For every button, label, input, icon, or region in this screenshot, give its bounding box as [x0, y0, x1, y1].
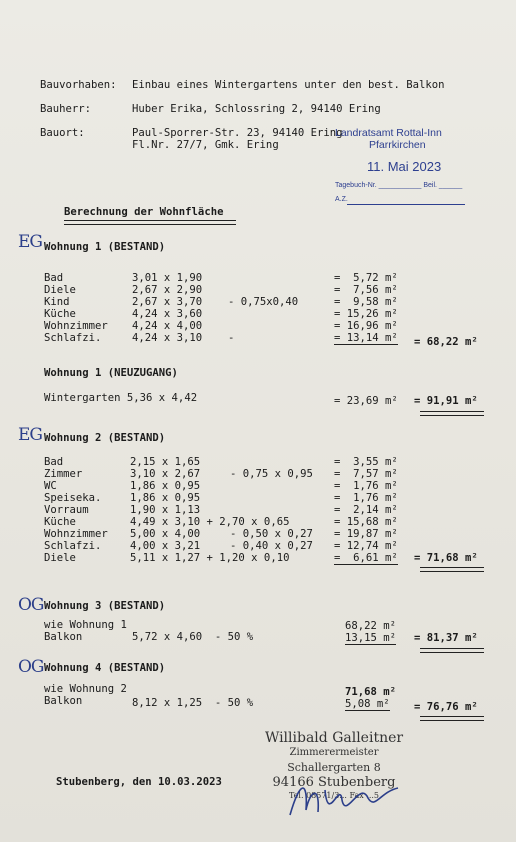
row-result: = 16,96 m² — [334, 320, 398, 332]
signature — [280, 770, 410, 830]
table-row: Bad — [44, 272, 64, 284]
row-room: Schlafzi. — [44, 332, 102, 344]
place-date: Stubenberg, den 10.03.2023 — [56, 776, 222, 788]
row-result: = 6,61 m² — [334, 552, 398, 564]
row-dims: 5,00 x 4,00 — [130, 528, 201, 540]
stamp-authority: Landratsamt Rottal-Inn — [335, 127, 442, 139]
w2-total-underline — [420, 567, 484, 572]
row-result: = 1,76 m² — [334, 480, 398, 492]
w4-line1: wie Wohnung 2 — [44, 683, 127, 695]
floor-mark-w2: EG — [18, 425, 42, 445]
row-room: Küche — [44, 516, 76, 528]
w3-total: = 81,37 m² — [414, 632, 478, 644]
firm-title: Zimmerermeister — [289, 747, 379, 758]
row-result: = 15,68 m² — [334, 516, 398, 528]
row-room: Zimmer — [44, 468, 83, 480]
stamp-city: Pfarrkirchen — [369, 139, 426, 151]
row-room: WC — [44, 480, 57, 492]
row-result: = 3,55 m² — [334, 456, 398, 468]
w1-grand-total: = 91,91 m² — [414, 395, 478, 407]
w3-balkon-dims: 5,72 x 4,60 - 50 % — [132, 631, 254, 643]
w3-line1-result: 68,22 m² — [345, 620, 397, 632]
row-room: Vorraum — [44, 504, 89, 516]
firm-phone: Tel. 08571/3... Fax ...5 — [288, 791, 380, 800]
row-dims: 2,67 x 2,90 — [132, 284, 203, 296]
row-room: Speiseka. — [44, 492, 102, 504]
row-deduction: - 0,40 x 0,27 — [230, 540, 313, 552]
firm-street: Schallergarten 8 — [287, 761, 381, 774]
row-result: = 13,14 m² — [334, 332, 398, 344]
stamp-az-line — [347, 204, 465, 205]
vorhaben-value: Einbau eines Wintergartens unter den best. Balkon — [132, 79, 445, 91]
row-dims: 3,10 x 2,67 — [130, 468, 201, 480]
row-deduction: - 0,75x0,40 — [228, 296, 299, 308]
row-dims: 4,49 x 3,10 + 2,70 x 0,65 — [130, 516, 290, 528]
w4-total: = 76,76 m² — [414, 701, 478, 713]
wintergarten-result: = 23,69 m² — [334, 395, 398, 407]
row-result: = 9,58 m² — [334, 296, 398, 308]
row-result: = 7,56 m² — [334, 284, 398, 296]
row-room: Küche — [44, 308, 76, 320]
w4-balkon-dims: 8,12 x 1,25 - 50 % — [132, 697, 254, 709]
row-result: = 19,87 m² — [334, 528, 398, 540]
row-result: = 5,72 m² — [334, 272, 398, 284]
row-dims: 4,00 x 3,21 — [130, 540, 201, 552]
row-result: = 1,76 m² — [334, 492, 398, 504]
w3-balkon-result: 13,15 m² — [345, 632, 397, 644]
row-dims: 4,24 x 3,60 — [132, 308, 203, 320]
stamp-date: 11. Mai 2023 — [367, 159, 442, 174]
row-dims: 3,01 x 1,90 — [132, 272, 203, 284]
row-room: Wohnzimmer — [44, 528, 108, 540]
row-deduction: - 0,75 x 0,95 — [230, 468, 313, 480]
row-dims: 2,67 x 3,70 — [132, 296, 203, 308]
row-room: Schlafzi. — [44, 540, 102, 552]
page-title: Berechnung der Wohnfläche — [64, 206, 224, 218]
vorhaben-label: Bauvorhaben: — [40, 79, 117, 91]
w2-total: = 71,68 m² — [414, 552, 478, 564]
w3-total-underline — [420, 648, 484, 653]
section-heading-w4: Wohnung 4 (BESTAND) — [44, 662, 166, 674]
row-result: = 12,74 m² — [334, 540, 398, 552]
authority-stamp — [333, 124, 467, 208]
section-heading-w1: Wohnung 1 (BESTAND) — [44, 241, 166, 253]
wintergarten-row: Wintergarten 5,36 x 4,42 — [44, 392, 198, 404]
bauort-line1: Paul-Sporrer-Str. 23, 94140 Ering — [132, 127, 343, 139]
section-heading-w1-neu: Wohnung 1 (NEUZUGANG) — [44, 367, 178, 379]
w4-balkon-result: 5,08 m² — [345, 698, 390, 710]
row-dims: 4,24 x 4,00 — [132, 320, 203, 332]
row-result: = 7,57 m² — [334, 468, 398, 480]
firm-city: 94166 Stubenberg — [272, 775, 396, 790]
w1-total: = 68,22 m² — [414, 336, 478, 348]
floor-mark-w4: OG — [18, 657, 44, 677]
bauherr-label: Bauherr: — [40, 103, 92, 115]
bauherr-value: Huber Erika, Schlossring 2, 94140 Ering — [132, 103, 381, 115]
row-room: Wohnzimmer — [44, 320, 108, 332]
stamp-az: A.Z. — [335, 196, 348, 203]
row-result: = 15,26 m² — [334, 308, 398, 320]
row-dims: 4,24 x 3,10 — [132, 332, 203, 344]
w3-line1: wie Wohnung 1 — [44, 619, 127, 631]
row-result: = 2,14 m² — [334, 504, 398, 516]
w4-balkon-label: Balkon — [44, 695, 83, 707]
row-deduction: - — [228, 332, 235, 344]
w4-line1-result: 71,68 m² — [345, 686, 397, 698]
w3-balkon-label: Balkon — [44, 631, 83, 643]
row-room: Diele — [44, 284, 76, 296]
bauort-label: Bauort: — [40, 127, 85, 139]
row-room: Bad — [44, 456, 64, 468]
section-heading-w3: Wohnung 3 (BESTAND) — [44, 600, 166, 612]
section-heading-w2: Wohnung 2 (BESTAND) — [44, 432, 166, 444]
firm-name: Willibald Galleitner — [264, 730, 404, 746]
row-room: Diele — [44, 552, 76, 564]
stamp-tagebuch: Tagebuch-Nr. ___________ Beil. ______ — [335, 182, 463, 189]
w4-total-underline — [420, 716, 484, 721]
bauort-line2: Fl.Nr. 27/7, Gmk. Ering — [132, 139, 279, 151]
row-dims: 2,15 x 1,65 — [130, 456, 201, 468]
title-underline — [64, 220, 236, 225]
floor-mark-w1: EG — [18, 232, 42, 252]
row-dims: 1,86 x 0,95 — [130, 480, 201, 492]
w1-total-underline — [420, 411, 484, 416]
row-room: Kind — [44, 296, 70, 308]
row-dims: 1,90 x 1,13 — [130, 504, 201, 516]
row-deduction: - 0,50 x 0,27 — [230, 528, 313, 540]
floor-mark-w3: OG — [18, 595, 44, 615]
row-dims: 5,11 x 1,27 + 1,20 x 0,10 — [130, 552, 290, 564]
row-dims: 1,86 x 0,95 — [130, 492, 201, 504]
